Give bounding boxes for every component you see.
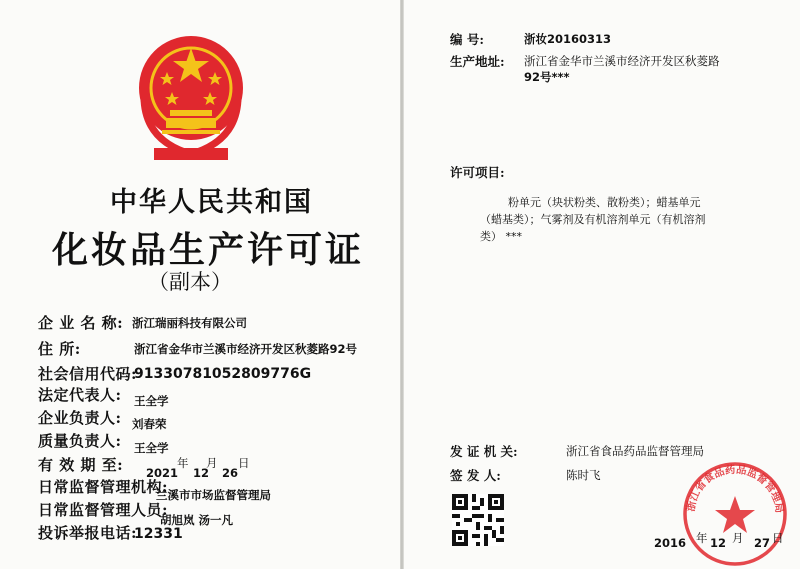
expiry-day-unit: 日 <box>238 456 250 470</box>
field-label-complaint-phone: 投诉举报电话: <box>38 524 138 542</box>
number-value: 浙妆20160313 <box>524 32 612 46</box>
title-sub: （副本） <box>148 270 232 294</box>
address-line-1: 浙江省金华市兰溪市经济开发区秋菱路 <box>524 54 720 68</box>
scope-line-2: （蜡基类）；气雾剂及有机溶剂单元（有机溶剂 <box>480 213 706 226</box>
expiry-month: 12 <box>193 466 210 480</box>
official-seal-icon <box>676 454 794 569</box>
number-label: 编 号: <box>450 32 484 47</box>
issuer-value: 浙江省食品药品监督管理局 <box>566 444 704 458</box>
field-value-address: 浙江省金华市兰溪市经济开发区秋菱路92号 <box>134 342 358 356</box>
field-label-address: 住 所: <box>38 340 81 358</box>
field-value-enterprise-head: 刘春荣 <box>132 417 167 431</box>
certificate-right-page <box>404 0 800 569</box>
issue-month: 12 <box>710 536 727 550</box>
issue-month-unit: 月 <box>732 531 744 545</box>
issuer-label: 发 证 机 关: <box>450 444 518 459</box>
signer-value: 陈时飞 <box>566 468 601 482</box>
field-label-supervision-agency: 日常监督管理机构: <box>38 478 169 496</box>
field-value-company: 浙江瑞丽科技有限公司 <box>132 316 247 330</box>
field-value-supervision-agency: 兰溪市市场监督管理局 <box>156 488 271 502</box>
field-label-quality-head: 质量负责人: <box>38 432 122 450</box>
field-label-valid-until: 有 效 期 至: <box>38 456 124 474</box>
field-label-credit-code: 社会信用代码: <box>38 365 138 383</box>
scope-line-1: 粉单元（块状粉类、散粉类）；蜡基单元 <box>508 196 701 209</box>
field-value-complaint-phone: 12331 <box>134 526 183 542</box>
issue-year-unit: 年 <box>696 531 708 545</box>
qr-code-icon <box>452 494 504 546</box>
national-emblem-icon <box>132 30 250 170</box>
issue-day: 27 <box>754 536 771 550</box>
field-label-supervision-staff: 日常监督管理人员: <box>38 501 169 519</box>
expiry-year: 2021 <box>146 466 179 480</box>
expiry-month-unit: 月 <box>206 456 218 470</box>
field-value-legal-rep: 王全学 <box>134 394 169 408</box>
scope-line-3: 类） *** <box>480 230 522 243</box>
field-label-enterprise-head: 企业负责人: <box>38 409 122 427</box>
expiry-day: 26 <box>222 466 239 480</box>
scope-label: 许可项目: <box>450 165 505 180</box>
address-line-2: 92号*** <box>524 70 570 84</box>
address-label: 生产地址: <box>450 54 505 69</box>
issue-year: 2016 <box>654 536 687 550</box>
seal-text: 浙江省食品药品监督管理局 <box>684 463 786 514</box>
title-main: 化妆品生产许可证 <box>52 229 365 271</box>
field-value-quality-head: 王全学 <box>134 441 169 455</box>
field-value-credit-code: 91330781052809776G <box>134 366 312 382</box>
field-label-legal-rep: 法定代表人: <box>38 386 122 404</box>
expiry-year-unit: 年 <box>177 456 189 470</box>
issue-day-unit: 日 <box>772 531 784 545</box>
signer-label: 签 发 人: <box>450 468 501 483</box>
field-label-company: 企 业 名 称: <box>38 314 124 332</box>
title-country: 中华人民共和国 <box>110 187 313 218</box>
field-value-supervision-staff: 胡旭岚 汤一凡 <box>160 513 234 527</box>
